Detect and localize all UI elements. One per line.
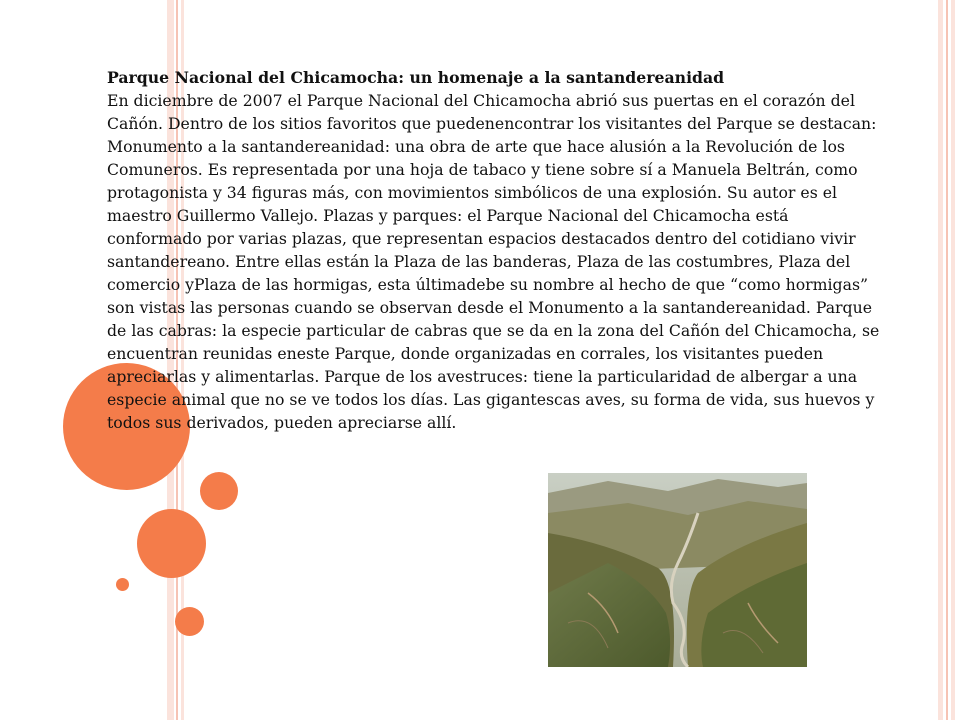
paragraph-body: Monumento a la santandereanidad: una obra de arte que hace alusión a la Revolución de los Comuneros. Es representada por una hoja de tabaco y tiene sobre sí a Manuela Beltrán, como protagonista y 34 figuras más, con movimientos simbólicos de una explosión. Su autor es el maestro Guillermo Vallejo. Plazas y parques: el Parque Nacional del Chicamocha está conformado por varias plazas, que representan espacios destacados dentro del cotidiano vivir santandereano. Entre ellas están la Plaza de las banderas, Plaza de las costumbres, Plaza del comercio yPlaza de las hormigas, esta últimadebe su nombre al hecho de que “como hormigas” son vistas las personas cuando se observan desde el Monumento a la santandereanidad. Parque de las cabras: la especie particular de cabras que se da en la zona del Cañón del Chicamocha, se encuentran reunidas eneste Parque, donde organizadas en corrales, los visitantes pueden apreciarlas y alimentarlas. Parque de los avestruces: tiene la particularidad de albergar a una especie animal que no se ve todos los días. Las gigantescas aves, su forma de vida, sus huevos y todos sus derivados, pueden apreciarse allí. xyxy=(107,137,880,432)
decor-circle-small xyxy=(116,578,129,591)
decor-circle xyxy=(200,472,238,510)
slide-title: Parque Nacional del Chicamocha: un homenaje a la santandereanidad xyxy=(107,68,725,87)
right-decor-stripe xyxy=(938,0,943,720)
right-decor-stripe xyxy=(951,0,955,720)
text-block xyxy=(107,66,885,434)
decor-circle-medium xyxy=(137,509,206,578)
right-decor-stripe xyxy=(946,0,948,720)
decor-circle xyxy=(175,607,204,636)
canyon-photo xyxy=(548,473,807,667)
paragraph-intro: En diciembre de 2007 el Parque Nacional del Chicamocha abrió sus puertas en el corazón del Cañón. Dentro de los sitios favoritos que puedenencontrar los visitantes del Parque se destacan: xyxy=(107,91,877,133)
